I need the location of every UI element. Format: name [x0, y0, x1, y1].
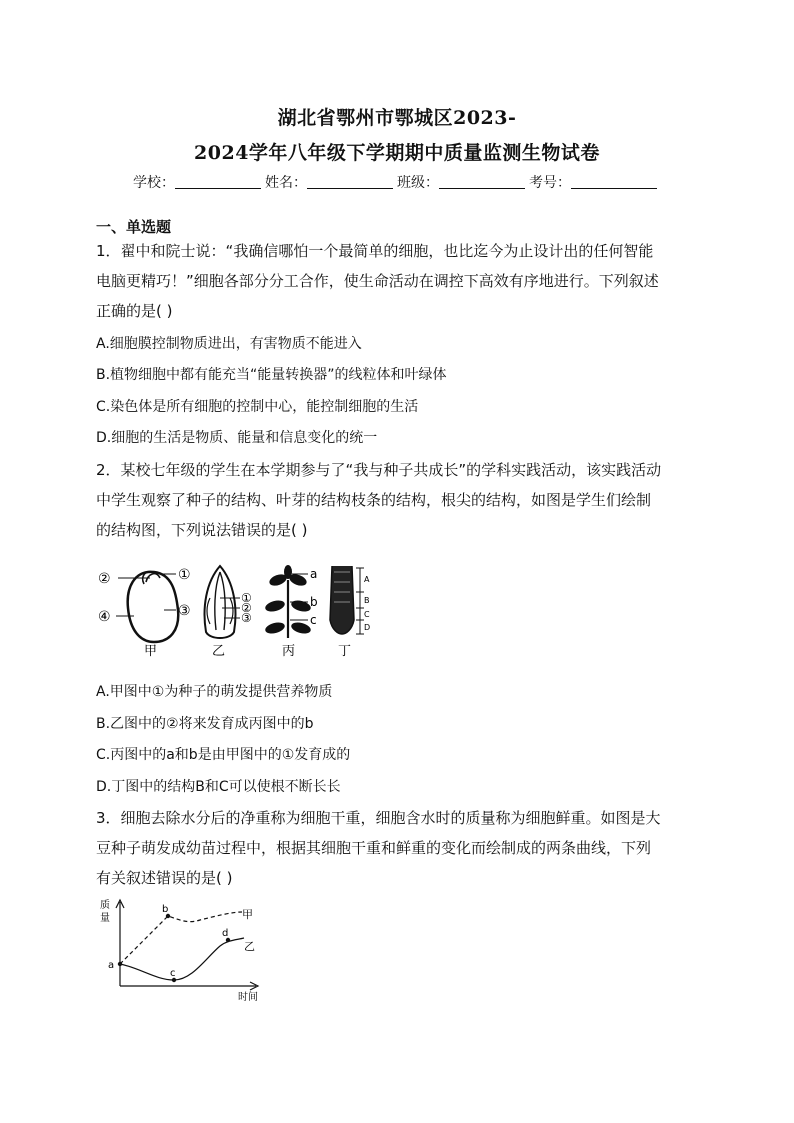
bing-mark: a	[310, 567, 318, 581]
seed-diagram-jia	[98, 567, 191, 658]
point-label-b: b	[162, 904, 169, 915]
jia-mark: ②	[98, 571, 111, 587]
yi-mark: ②	[241, 601, 252, 615]
panel-label-bing: 丙	[282, 644, 296, 658]
plant-structure-figure	[94, 558, 384, 658]
yi-mark: ①	[241, 591, 252, 605]
class-label: 班级：	[397, 175, 439, 191]
jia-mark: ①	[178, 567, 191, 583]
branch-diagram-bing	[264, 565, 318, 658]
school-blank[interactable]	[175, 174, 261, 189]
class-blank[interactable]	[439, 174, 525, 189]
ding-mark: D	[364, 623, 371, 632]
point-label-a: a	[108, 960, 115, 971]
q2-option-d[interactable]: D.丁图中的结构B和C可以使根不断长长	[96, 779, 341, 795]
q2-option-a[interactable]: A.甲图中①为种子的萌发提供营养物质	[96, 684, 333, 700]
q2-option-b[interactable]: B.乙图中的②将来发育成丙图中的b	[96, 716, 314, 732]
name-label: 姓名：	[265, 175, 307, 191]
q2-stem-line: 2．某校七年级的学生在本学期参与了“我与种子共成长”的学科实践活动，该实践活动	[96, 461, 662, 479]
q1-option-b[interactable]: B.植物细胞中都有能充当“能量转换器”的线粒体和叶绿体	[96, 367, 447, 383]
root-tip-diagram-ding	[330, 566, 370, 658]
number-blank[interactable]	[571, 174, 657, 189]
q2-stem-line: 的结构图，下列说法错误的是( )	[96, 521, 308, 539]
panel-label-jia: 甲	[144, 644, 158, 658]
q3-stem-line: 有关叙述错误的是( )	[96, 869, 233, 887]
jia-mark: ④	[98, 609, 111, 625]
x-axis-label: 时间	[238, 992, 258, 1003]
bud-diagram-yi	[205, 566, 252, 658]
panel-label-ding: 丁	[338, 644, 352, 658]
bing-mark: c	[310, 613, 317, 627]
q1-stem-line: 电脑更精巧！”细胞各部分分工合作，使生命活动在调控下高效有序地进行。下列叙述	[96, 272, 659, 290]
point-label-c: c	[170, 968, 176, 979]
ding-mark: B	[364, 596, 370, 605]
series-label-yi: 乙	[244, 940, 255, 953]
series-label-jia: 甲	[242, 908, 253, 921]
ding-mark: A	[364, 575, 370, 584]
exam-title-line2: 2024学年八年级下学期期中质量监测生物试卷	[194, 142, 600, 164]
q1-stem-line: 正确的是( )	[96, 302, 173, 320]
y-axis-label-char: 量	[100, 913, 110, 924]
student-info-row	[0, 172, 794, 192]
y-axis-label	[100, 898, 113, 924]
weight-curve-graph	[96, 896, 276, 1006]
section-title: 一、单选题	[96, 218, 172, 236]
q3-stem-line: 豆种子萌发成幼苗过程中，根据其细胞干重和鲜重的变化而绘制成的两条曲线，下列	[96, 839, 652, 857]
q1-option-c[interactable]: C.染色体是所有细胞的控制中心，能控制细胞的生活	[96, 399, 419, 415]
y-axis-label-char: 质	[100, 900, 110, 911]
panel-label-yi: 乙	[212, 644, 226, 658]
q1-stem-line: 1．翟中和院士说：“我确信哪怕一个最简单的细胞，也比迄今为止设计出的任何智能	[96, 242, 654, 260]
q3-stem-line: 3．细胞去除水分后的净重称为细胞干重，细胞含水时的质量称为细胞鲜重。如图是大	[96, 809, 661, 827]
exam-title-line1: 湖北省鄂州市鄂城区2023-	[277, 107, 517, 129]
q1-option-d[interactable]: D.细胞的生活是物质、能量和信息变化的统一	[96, 430, 378, 446]
point-label-d: d	[222, 928, 229, 939]
school-label: 学校：	[133, 175, 175, 191]
q2-stem-line: 中学生观察了种子的结构、叶芽的结构枝条的结构，根尖的结构，如图是学生们绘制	[96, 491, 652, 509]
bing-mark: b	[310, 595, 318, 609]
name-blank[interactable]	[307, 174, 393, 189]
ding-mark: C	[364, 610, 370, 619]
jia-mark: ③	[178, 603, 191, 619]
number-label: 考号：	[529, 175, 571, 191]
q1-option-a[interactable]: A.细胞膜控制物质进出，有害物质不能进入	[96, 336, 362, 352]
yi-mark: ③	[241, 611, 252, 625]
q2-option-c[interactable]: C.丙图中的a和b是由甲图中的①发育成的	[96, 747, 351, 763]
